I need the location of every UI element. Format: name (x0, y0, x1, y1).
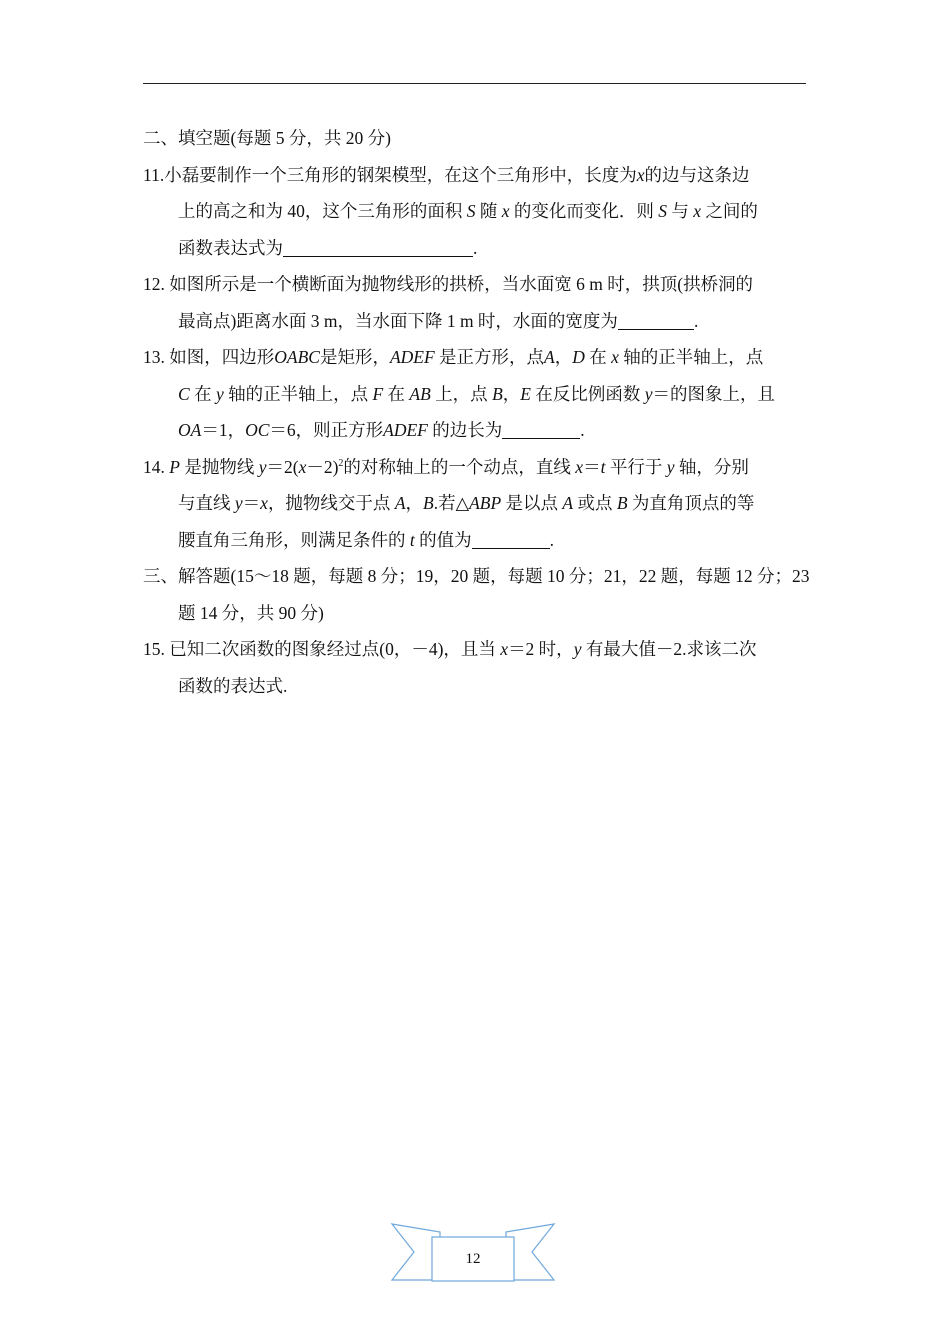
q13-number: 13. (143, 347, 165, 367)
section-2-heading: 二、填空题(每题 5 分，共 20 分) (143, 128, 391, 148)
q15-line-2: 函数的表达式. (178, 675, 288, 696)
q12-line-2: 最高点)距离水面 3 m，当水面下降 1 m 时，水面的宽度为 . (178, 310, 699, 331)
q13-line-3: OA＝1，OC＝6，则正方形ADEF 的边长为 . (178, 420, 585, 440)
q14-line-3: 腰直角三角形，则满足条件的 t 的值为 . (178, 529, 554, 550)
q11-line-2: 上的高之和为 40，这个三角形的面积 S 随 x 的变化而变化．则 S 与 x 之间的 (178, 201, 758, 221)
q15-number: 15. (143, 639, 165, 659)
q14-number: 14. (143, 456, 165, 477)
q13-answer-blank[interactable] (502, 418, 580, 439)
q12-answer-blank[interactable] (618, 309, 694, 330)
section-3-heading-line-1: 三、解答题(15～18 题，每题 8 分；19，20 题，每题 10 分；21，22 题，每题 12 分；23 (143, 566, 810, 586)
q14-line-2: 与直线 y＝x，抛物线交于点 A，B.若△ABP 是以点 A 或点 B 为直角顶点的等 (178, 493, 755, 513)
header-rule (143, 83, 806, 84)
q13-line-2: C 在 y 轴的正半轴上，点 F 在 AB 上，点 B，E 在反比例函数 y＝的图象上，且 (178, 383, 775, 404)
q11-line-3: 函数表达式为 . (178, 237, 478, 258)
q11-line-1: 11.小磊要制作一个三角形的钢架模型，在这个三角形中，长度为x的边与这条边 (143, 164, 750, 185)
q15-line-1: 15. 已知二次函数的图象经过点(0，－4)，且当 x＝2 时，y 有最大值－2.求该二次 (143, 639, 757, 659)
question-content (143, 120, 810, 704)
q11-answer-blank[interactable] (283, 236, 473, 257)
q11-number: 11. (143, 164, 165, 185)
q14-answer-blank[interactable] (472, 528, 550, 549)
page-number: 12 (465, 1251, 481, 1267)
q14-line-1: 14. P 是抛物线 $y=2(x-2)^2$的对称轴上的一个动点，直线 x＝t 平行于 y 轴，分别 (143, 456, 749, 477)
q12-number: 12. (143, 274, 165, 294)
q13-line-1: 13. 如图，四边形OABC是矩形，ADEF 是正方形，点A，D 在 x 轴的正半轴上，点 (143, 347, 764, 367)
section-3-heading-line-2: 题 14 分，共 90 分) (178, 602, 324, 623)
q12-line-1: 12. 如图所示是一个横断面为抛物线形的拱桥，当水面宽 6 m 时，拱顶(拱桥洞的 (143, 274, 754, 294)
